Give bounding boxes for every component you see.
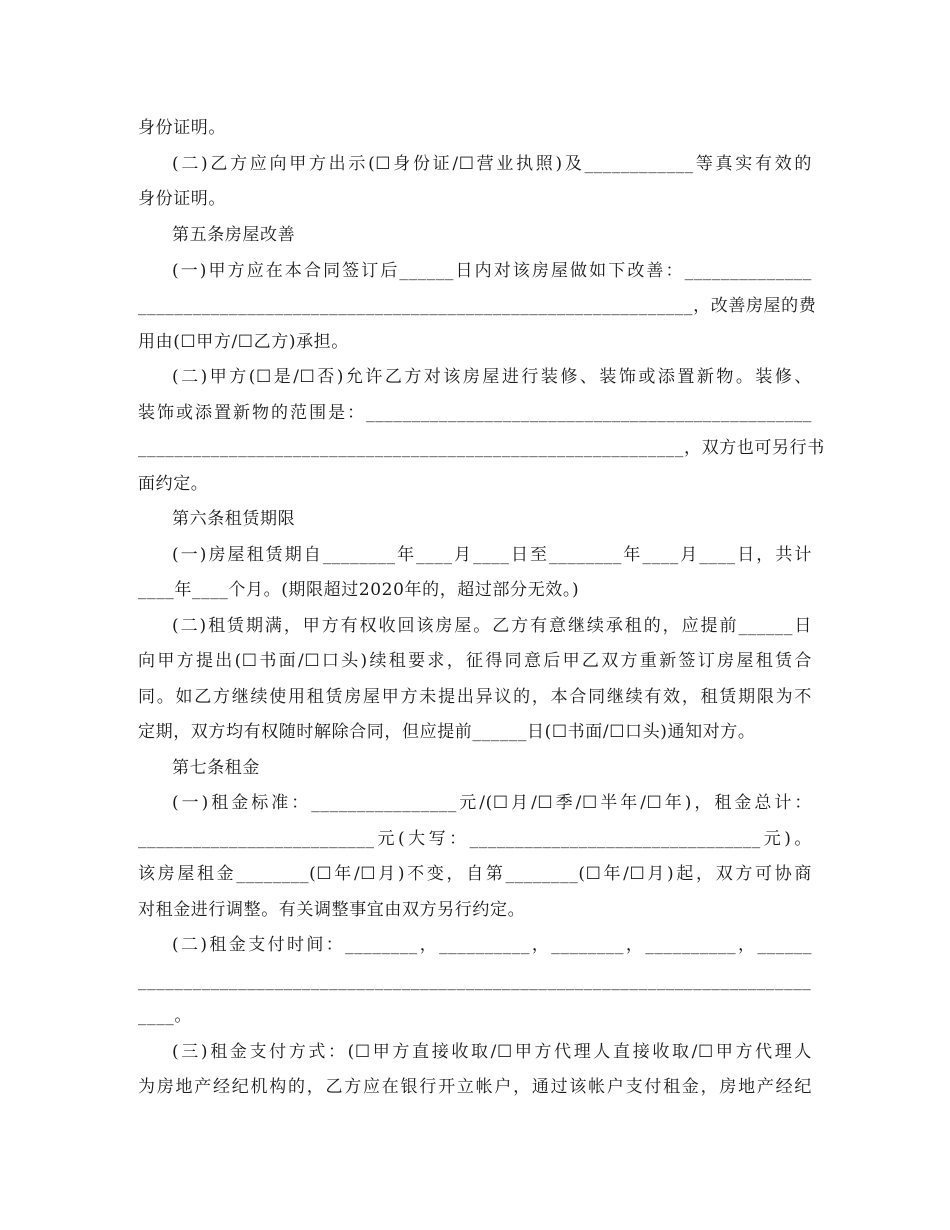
section-heading: 第六条租赁期限 [172,509,296,529]
paragraph-line: 身份证明。 [138,118,226,138]
paragraph-line: 身份证明。 [138,189,226,209]
paragraph-line: ____________________________________________________________，双方也可另行书 [138,438,825,458]
paragraph-line: (二)租赁期满，甲方有权收回该房屋。乙方有意继续承租的，应提前______日 [172,616,812,636]
paragraph-line: (三)租金支付方式：(☐甲方直接收取/☐甲方代理人直接收取/☐甲方代理人 [172,1042,812,1062]
paragraph-line: (二)乙方应向甲方出示(☐身份证/☐营业执照)及____________等真实有效的 [172,154,812,174]
paragraph-line: 面约定。 [138,474,209,494]
paragraph-line: ____。 [138,1006,192,1026]
paragraph-line: 用由(☐甲方/☐乙方)承担。 [138,332,349,352]
paragraph-line: 装饰或添置新物的范围是：_________________________________________________ [138,403,812,423]
paragraph-line: 向甲方提出(☐书面/☐口头)续租要求，征得同意后甲乙双方重新签订房屋租赁合 [138,651,812,671]
section-heading: 第七条租金 [172,758,260,778]
paragraph-line: 同。如乙方继续使用租赁房屋甲方未提出异议的，本合同继续有效，租赁期限为不 [138,687,812,707]
paragraph-line: (一)甲方应在本合同签订后______日内对该房屋做如下改善：______________ [172,261,812,281]
section-heading: 第五条房屋改善 [172,225,296,245]
document-page [138,0,825,1230]
paragraph-line: 定期，双方均有权随时解除合同，但应提前______日(☐书面/☐口头)通知对方。 [138,722,756,742]
paragraph-line: (二)甲方(☐是/☐否)允许乙方对该房屋进行装修、装饰或添置新物。装修、 [172,367,812,387]
paragraph-line: __________________________元(大写：________________________________元)。 [138,829,812,849]
paragraph-line: 为房地产经纪机构的，乙方应在银行开立帐户，通过该帐户支付租金，房地产经纪 [138,1077,812,1097]
paragraph-line: (二)租金支付时间：________，__________，________，__________，______ [172,935,812,955]
paragraph-line: _____________________________________________________________，改善房屋的费 [138,296,817,316]
paragraph-line: __________________________________________________________________________ [138,971,812,991]
paragraph-line: 该房屋租金________(☐年/☐月)不变，自第________(☐年/☐月)起，双方可协商 [138,864,812,884]
paragraph-line: (一)租金标准：________________元/(☐月/☐季/☐半年/☐年)，租金总计： [172,793,812,813]
paragraph-line: (一)房屋租赁期自________年____月____日至________年____月____日，共计 [172,545,812,565]
paragraph-line: 对租金进行调整。有关调整事宜由双方另行约定。 [138,900,526,920]
paragraph-line: ____年____个月。(期限超过2020年的，超过部分无效。) [138,580,580,600]
